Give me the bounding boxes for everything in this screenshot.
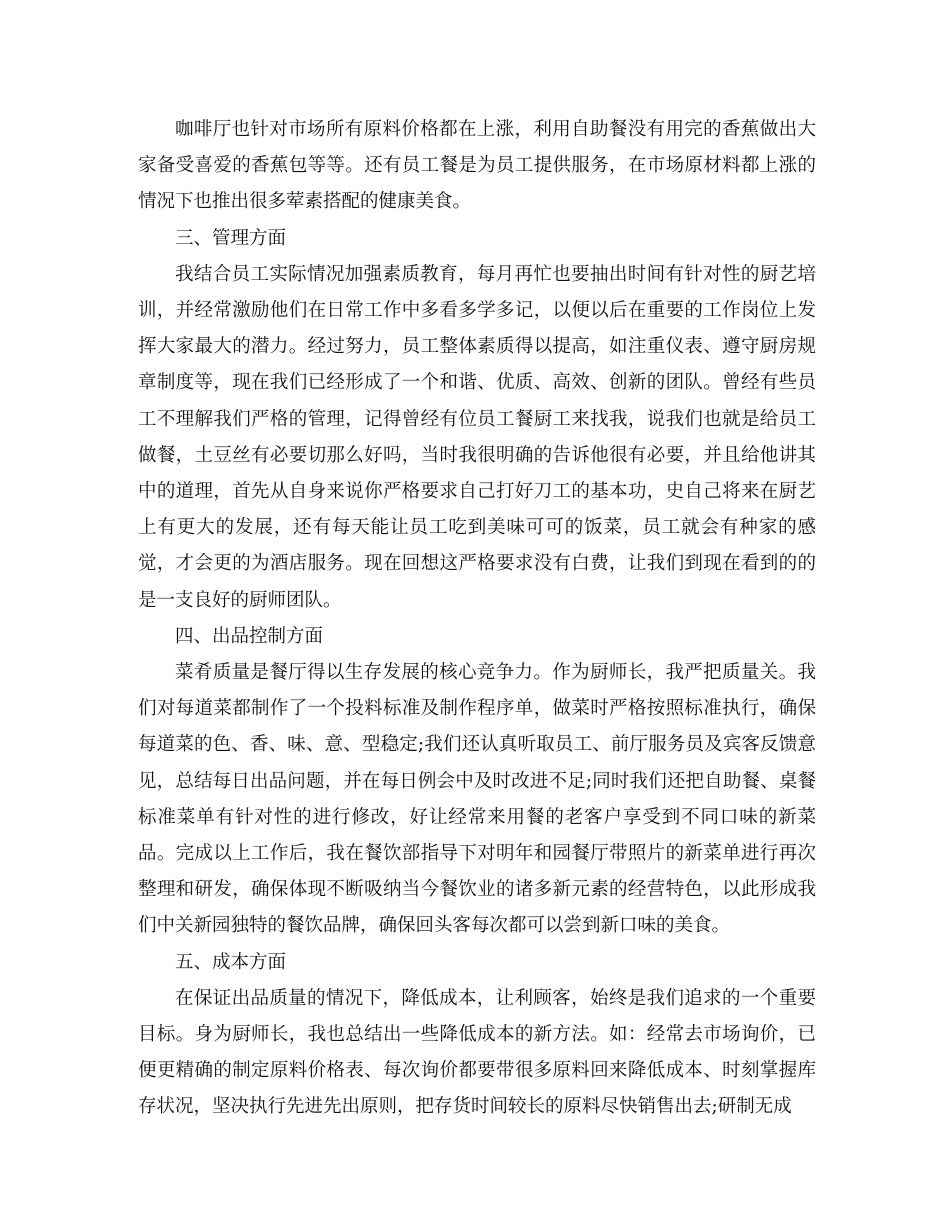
section-heading-cost: 五、成本方面 (175, 951, 287, 973)
paragraph-cafe-banana-bread: 咖啡厅也针对市场所有原料价格都在上涨，利用自助餐没有用完的香蕉做出大家备受喜爱的香蕉包等等。还有员工餐是为员工提供服务，在市场原材料都上涨的情况下也推出很多荤素搭配的健康美食。 (138, 119, 816, 213)
section-heading-management: 三、管理方面 (175, 227, 287, 249)
document-body (138, 112, 816, 1126)
paragraph-output-control: 菜肴质量是餐厅得以生存发展的核心竞争力。作为厨师长，我严把质量关。我们对每道菜都制作了一个投料标准及制作程序单，做菜时严格按照标准执行，确保每道菜的色、香、味、意、型稳定;我们还认真听取员工、前厅服务员及宾客反馈意见，总结每日出品问题，并在每日例会中及时改进不足;同时我们还把自助餐、桌餐标准菜单有针对性的进行修改，好让经常来用餐的老客户享受到不同口味的新菜品。完成以上工作后，我在餐饮部指导下对明年和园餐厅带照片的新菜单进行再次整理和研发，确保体现不断吸纳当今餐饮业的诸多新元素的经营特色，以此形成我们中关新园独特的餐饮品牌，确保回头客每次都可以尝到新口味的美食。 (138, 662, 816, 937)
paragraph-management: 我结合员工实际情况加强素质教育，每月再忙也要抽出时间有针对性的厨艺培训，并经常激励他们在日常工作中多看多学多记，以便以后在重要的工作岗位上发挥大家最大的潜力。经过努力，员工整体素质得以提高，如注重仪表、遵守厨房规章制度等，现在我们已经形成了一个和谐、优质、高效、创新的团队。曾经有些员工不理解我们严格的管理，记得曾经有位员工餐厨工来找我，说我们也就是给员工做餐，土豆丝有必要切那么好吗，当时我很明确的告诉他很有必要，并且给他讲其中的道理，首先从自身来说你严格要求自己打好刀工的基本功，史自己将来在厨艺上有更大的发展，还有每天能让员工吃到美味可可的饭菜，员工就会有种家的感觉，才会更的为酒店服务。现在回想这严格要求没有白费，让我们到现在看到的的是一支良好的厨师团队。 (138, 263, 816, 611)
section-heading-output-control: 四、出品控制方面 (175, 625, 324, 647)
paragraph-cost: 在保证出品质量的情况下，降低成本，让利顾客，始终是我们追求的一个重要目标。身为厨师长，我也总结出一些降低成本的新方法。如：经常去市场询价，已便更精确的制定原料价格表、每次询价都要带很多原料回来降低成本、时刻掌握库存状况，坚决执行先进先出原则，把存货时间较长的原料尽快销售出去;研制无成 (138, 987, 816, 1118)
